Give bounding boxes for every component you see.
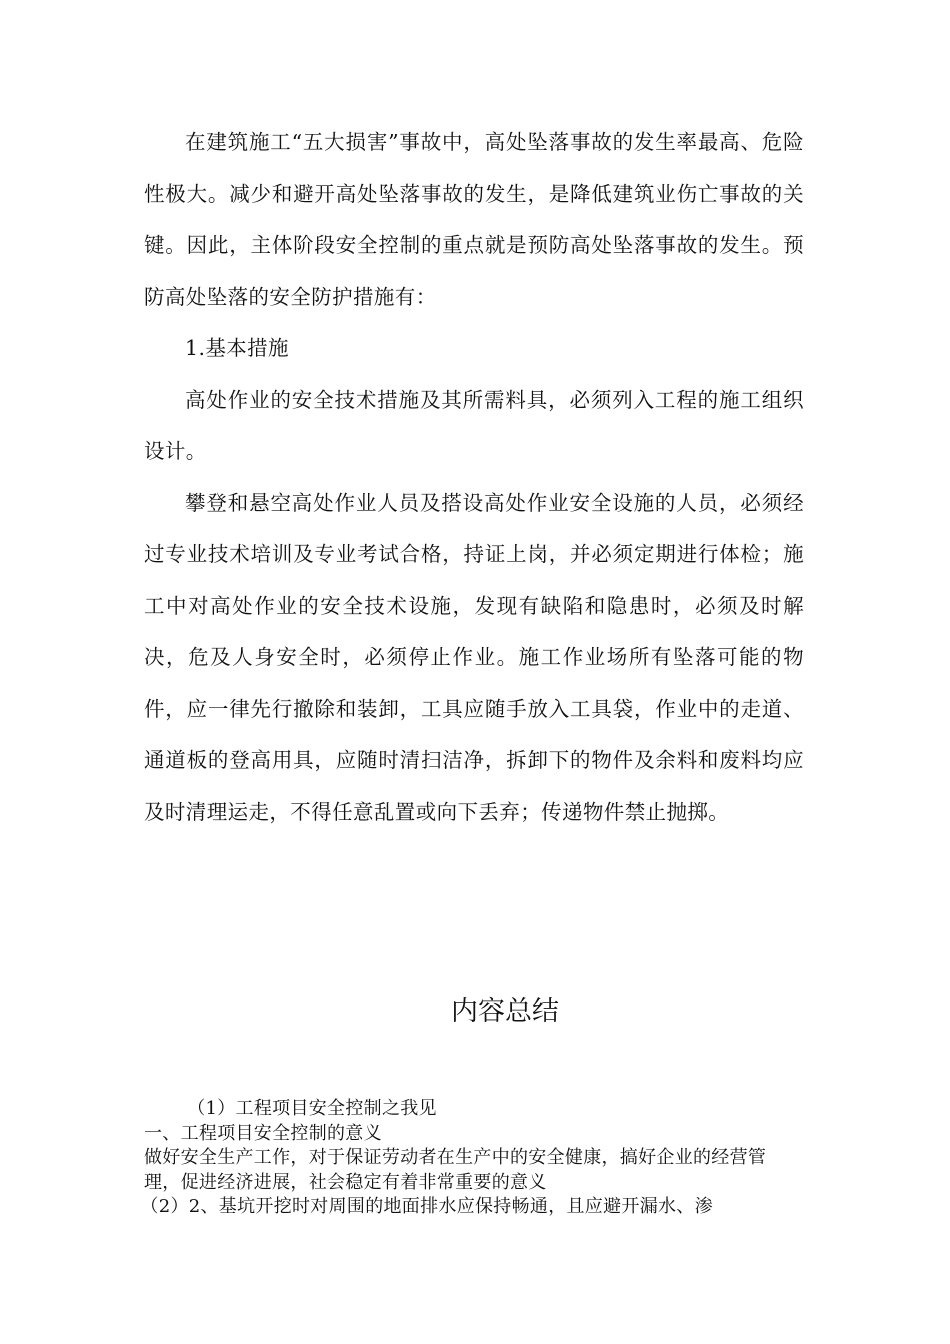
summary-line: （2）2、基坑开挖时对周围的地面排水应保持畅通，且应避开漏水、渗 <box>140 1196 713 1217</box>
paragraph-design-requirement: 高处作业的安全技术措施及其所需料具，必须列入工程的施工组织设计。 <box>144 387 804 463</box>
summary-section <box>140 1097 792 1220</box>
paragraph-intro: 在建筑施工“五大损害”事故中，高处坠落事故的发生率最高、危险性极大。减少和避开高处坠落事故的发生，是降低建筑业伤亡事故的关键。因此，主体阶段安全控制的重点就是预防高处坠落事故的发生。预防高处坠落的安全防护措施有： <box>144 130 804 309</box>
document-body <box>144 117 804 838</box>
summary-line: 一、工程项目安全控制的意义 <box>144 1122 382 1144</box>
summary-line: （1）工程项目安全控制之我见 <box>187 1098 437 1119</box>
summary-title: 内容总结 <box>451 996 559 1027</box>
section-heading-basic-measures: 1.基本措施 <box>185 336 289 360</box>
paragraph-personnel-requirement: 攀登和悬空高处作业人员及搭设高处作业安全设施的人员，必须经过专业技术培训及专业考试合格，持证上岗，并必须定期进行体检；施工中对高处作业的安全技术设施，发现有缺陷和隐患时，必须及时解决，危及人身安全时，必须停止作业。施工作业场所有坠落可能的物件，应一律先行撤除和装卸，工具应随手放入工具袋，作业中的走道、通道板的登高用具，应随时清扫洁净，拆卸下的物件及余料和废料均应及时清理运走，不得任意乱置或向下丢弃；传递物件禁止抛掷。 <box>144 490 804 824</box>
summary-line: 做好安全生产工作，对于保证劳动者在生产中的安全健康，搞好企业的经营管理，促进经济进展，社会稳定有着非常重要的意义 <box>144 1147 767 1193</box>
